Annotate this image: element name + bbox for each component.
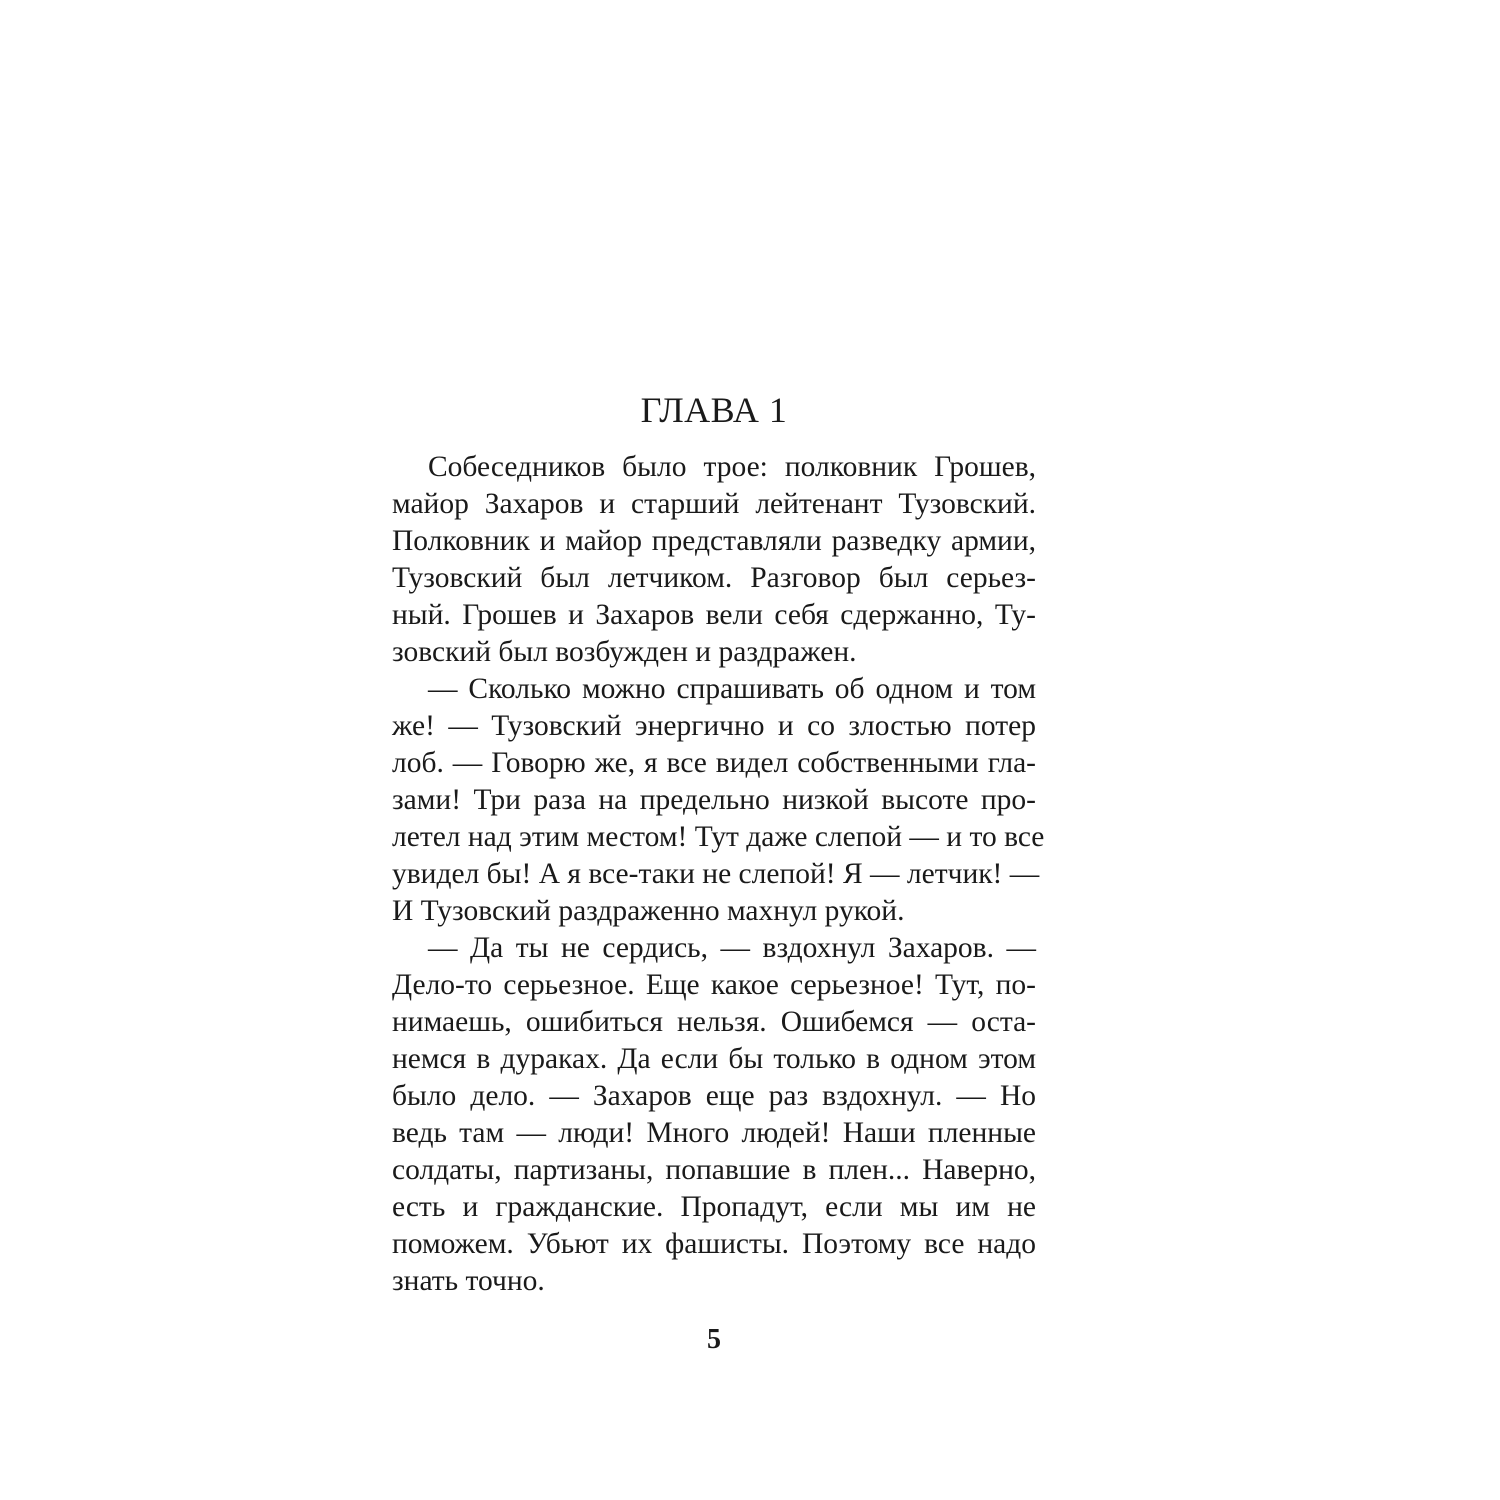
text-line: И Тузовский раздраженно махнул рукой. <box>392 895 905 927</box>
text-line: Собеседников было трое: полковник Грошев, <box>428 451 1036 483</box>
text-line: поможем. Убьют их фашисты. Поэтому все надо <box>392 1228 1036 1260</box>
text-line: солдаты, партизаны, попавшие в плен... Наверно, <box>392 1154 1036 1186</box>
text-line: Полковник и майор представляли разведку армии, <box>392 525 1036 557</box>
text-line: зами! Три раза на предельно низкой высоте про- <box>392 784 1036 816</box>
text-line: лоб. — Говорю же, я все видел собственными гла- <box>392 747 1036 779</box>
text-line: есть и гражданские. Пропадут, если мы им не <box>392 1191 1036 1223</box>
chapter-title: ГЛАВА 1 <box>640 390 788 430</box>
text-line: было дело. — Захаров еще раз вздохнул. — Но <box>392 1080 1036 1112</box>
text-line: зовский был возбужден и раздражен. <box>392 636 857 668</box>
text-line: ный. Грошев и Захаров вели себя сдержанно, Ту- <box>392 599 1036 631</box>
text-line: знать точно. <box>392 1265 545 1297</box>
text-line: немся в дураках. Да если бы только в одном этом <box>392 1043 1036 1075</box>
text-line: — Да ты не сердись, — вздохнул Захаров. — <box>428 932 1036 964</box>
text-line: летел над этим местом! Тут даже слепой — и то все <box>392 821 1045 853</box>
text-line: — Сколько можно спрашивать об одном и том <box>428 673 1036 705</box>
text-line: же! — Тузовский энергично и со злостью потер <box>392 710 1036 742</box>
text-line: ведь там — люди! Много людей! Наши пленные <box>392 1117 1036 1149</box>
page-number: 5 <box>707 1324 721 1355</box>
text-line: нимаешь, ошибиться нельзя. Ошибемся — оста- <box>392 1006 1036 1038</box>
body-text <box>392 449 1045 1300</box>
text-line: Дело-то серьезное. Еще какое серьезное! Тут, по- <box>392 969 1036 1001</box>
text-line: Тузовский был летчиком. Разговор был серьез- <box>392 562 1036 594</box>
text-line: увидел бы! А я все-таки не слепой! Я — летчик! — <box>392 858 1040 890</box>
text-line: майор Захаров и старший лейтенант Тузовский. <box>392 488 1036 520</box>
